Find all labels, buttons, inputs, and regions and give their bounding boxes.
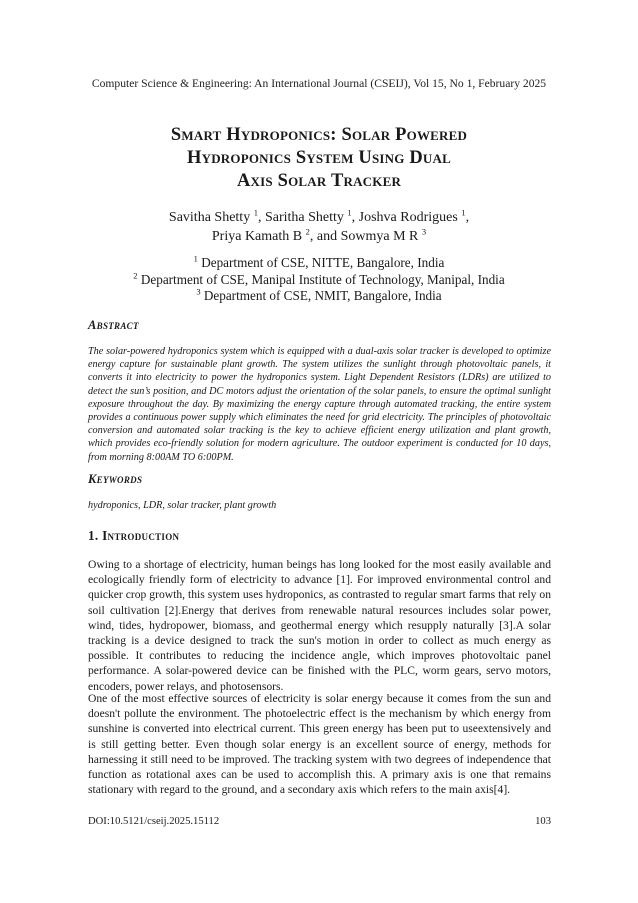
author-affil-marker: 1 <box>347 207 352 218</box>
introduction-heading: 1. Introduction <box>88 528 180 543</box>
keywords-text: hydroponics, LDR, solar tracker, plant growth <box>88 500 277 511</box>
author-name: Savitha Shetty <box>168 210 254 225</box>
affiliation-marker: 3 <box>196 286 201 297</box>
abstract-text: The solar-powered hydroponics system which is equipped with a dual-axis solar tracker is developed to optimize energy capture for sustainable plant growth. The system utilizes the sunlight through photovoltaic panels, it converts it into electricity to power the hydroponics system. Light Dependent Resistors (LDRs) are utilized to detect the sun’s position, and DC motors adjust the orientation of the solar panels, to ensure the optimal sunlight exposure throughout the day. By maximizing the energy capture through automated tracking, the entire system provides a continuous power supply which eliminates the need for grid electricity. The principles of photovoltaic conversion and automated solar tracking is the key to achieve efficient energy utilization and plant growth, which provides eco-friendly solution for modern agriculture. The outdoor experiment is conducted for 10 days, from morning 8:00AM TO 6:00PM. <box>88 346 551 463</box>
affiliation-marker: 1 <box>193 253 198 264</box>
affiliation-list <box>40 255 598 305</box>
affiliation-text: Department of CSE, NITTE, Bangalore, India <box>197 255 445 270</box>
abstract-heading: Abstract <box>88 318 139 332</box>
author-affil-marker: 1 <box>253 207 258 218</box>
keywords-heading: Keywords <box>88 472 143 486</box>
author-list <box>60 208 578 246</box>
title-line: Smart Hydroponics: Solar Powered <box>170 125 468 145</box>
doi-link[interactable]: DOI:10.5121/cseij.2025.15112 <box>88 816 220 827</box>
author-name: , Joshva Rodrigues <box>351 210 462 225</box>
affiliation <box>40 288 598 305</box>
intro-paragraph: Owing to a shortage of electricity, human beings has long looked for the most easily available and ecologically friendly form of electricity to advance [1]. For improved environmental control and quicker crop growth, this system uses hydroponics, as contrasted to regular smart farms that rely on soil cultivation [2].Energy that derives from renewable natural resources includes solar power, wind, tides, hydropower, biomass, and geothermal energy which resupply naturally [3].A solar tracking is a device designed to track the sun's motion in order to collect as much energy as possible. It contributes to reducing the incidence angle, which improves photovoltaic panel performance. A solar-powered device can be finished with the PLC, worm gears, servo motors, encoders, power relays, and photosensors. <box>88 558 551 693</box>
author-affil-marker: 2 <box>305 226 310 237</box>
running-header: Computer Science & Engineering: An International Journal (CSEIJ), Vol 15, No 1, February 2025 <box>91 77 547 90</box>
author-line <box>60 227 578 246</box>
title-line: Axis Solar Tracker <box>236 171 402 191</box>
author-affil-marker: 3 <box>421 226 427 237</box>
affiliation <box>40 255 598 272</box>
author-line <box>60 208 578 227</box>
author-name: Priya Kamath B <box>211 229 306 244</box>
affiliation-marker: 2 <box>133 270 138 281</box>
affiliation <box>40 272 598 289</box>
author-separator: , <box>465 210 470 225</box>
affiliation-text: Department of CSE, Manipal Institute of Technology, Manipal, India <box>137 271 505 287</box>
title-line: Hydroponics System Using Dual <box>187 148 451 168</box>
intro-paragraph: One of the most effective sources of electricity is solar energy because it comes from the sun and doesn't pollute the environment. The photoelectric effect is the mechanism by which energy from sunshine is converted into electrical current. This green energy has been put to useextensively and is still getting better. Even though solar energy is an excellent source of energy, methods for harnessing it still need to be improved. The tracking system with two degrees of independence that function as rotational axes can be used to accomplish this. A primary axis is one that remains stationary with regard to the ground, and a secondary axis which refers to the main axis[4]. <box>88 692 551 797</box>
author-affil-marker: 1 <box>461 207 466 218</box>
page-number: 103 <box>535 816 551 827</box>
author-name: , Saritha Shetty <box>257 210 348 225</box>
author-name: , and Sowmya M R <box>309 229 422 244</box>
affiliation-text: Department of CSE, NMIT, Bangalore, India <box>200 288 442 303</box>
paper-title <box>60 124 578 193</box>
